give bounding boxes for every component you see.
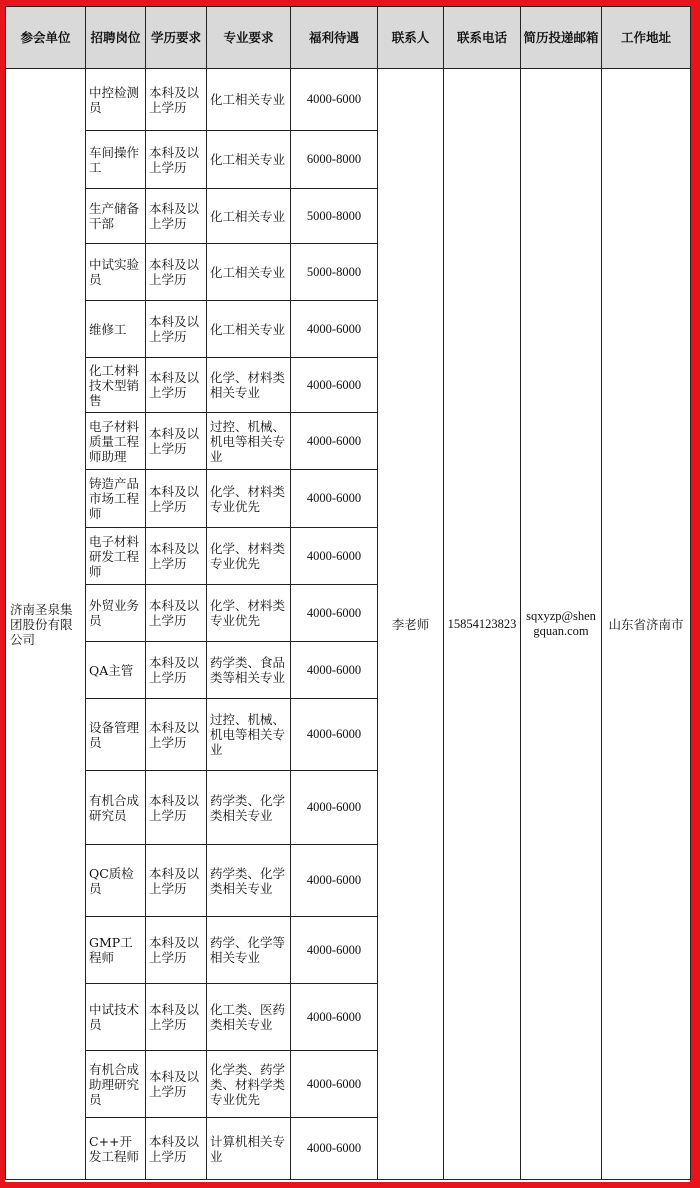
salary-cell: 4000-6000	[291, 699, 378, 771]
education-cell: 本科及以上学历	[146, 984, 207, 1051]
education-cell: 本科及以上学历	[146, 1118, 207, 1180]
recruitment-table	[5, 6, 691, 1180]
major-cell: 药学、化学等相关专业	[207, 917, 291, 984]
position-cell: 有机合成助理研究员	[86, 1051, 146, 1118]
salary-cell: 4000-6000	[291, 301, 378, 358]
major-cell: 化学、材料类专业优先	[207, 470, 291, 528]
education-cell: 本科及以上学历	[146, 585, 207, 642]
position-cell: 外贸业务员	[86, 585, 146, 642]
header-company: 参会单位	[6, 7, 86, 69]
education-cell: 本科及以上学历	[146, 189, 207, 244]
salary-cell: 4000-6000	[291, 845, 378, 917]
major-cell: 药学类、食品类等相关专业	[207, 642, 291, 699]
education-cell: 本科及以上学历	[146, 699, 207, 771]
salary-cell: 4000-6000	[291, 585, 378, 642]
salary-cell: 4000-6000	[291, 358, 378, 413]
major-cell: 药学类、化学类相关专业	[207, 771, 291, 845]
position-cell: 生产储备干部	[86, 189, 146, 244]
education-cell: 本科及以上学历	[146, 470, 207, 528]
position-cell: 中试实验员	[86, 244, 146, 301]
major-cell: 化学、材料类相关专业	[207, 358, 291, 413]
contact-cell: 李老师	[378, 69, 444, 1180]
major-cell: 化工相关专业	[207, 69, 291, 131]
education-cell: 本科及以上学历	[146, 358, 207, 413]
education-cell: 本科及以上学历	[146, 69, 207, 131]
salary-cell: 6000-8000	[291, 131, 378, 189]
table-body	[6, 69, 691, 1180]
position-cell: C++开发工程师	[86, 1118, 146, 1180]
education-cell: 本科及以上学历	[146, 642, 207, 699]
salary-cell: 4000-6000	[291, 984, 378, 1051]
header-phone: 联系电话	[444, 7, 521, 69]
salary-cell: 4000-6000	[291, 771, 378, 845]
major-cell: 化工相关专业	[207, 244, 291, 301]
salary-cell: 4000-6000	[291, 69, 378, 131]
header-major: 专业要求	[207, 7, 291, 69]
phone-cell: 15854123823	[444, 69, 521, 1180]
education-cell: 本科及以上学历	[146, 413, 207, 470]
position-cell: 维修工	[86, 301, 146, 358]
header-row	[6, 7, 691, 69]
major-cell: 化工相关专业	[207, 131, 291, 189]
header-email: 简历投递邮箱	[521, 7, 602, 69]
position-cell: 电子材料研发工程师	[86, 528, 146, 585]
major-cell: 化工类、医药类相关专业	[207, 984, 291, 1051]
major-cell: 过控、机械、机电等相关专业	[207, 699, 291, 771]
salary-cell: 5000-8000	[291, 244, 378, 301]
major-cell: 化学、材料类专业优先	[207, 585, 291, 642]
salary-cell: 4000-6000	[291, 642, 378, 699]
position-cell: 电子材料质量工程师助理	[86, 413, 146, 470]
email-cell: sqxyzp@shengquan.com	[521, 69, 602, 1180]
education-cell: 本科及以上学历	[146, 131, 207, 189]
position-cell: 铸造产品市场工程师	[86, 470, 146, 528]
position-cell: 设备管理员	[86, 699, 146, 771]
education-cell: 本科及以上学历	[146, 244, 207, 301]
recruitment-sheet	[5, 6, 690, 1182]
header-education: 学历要求	[146, 7, 207, 69]
position-cell: 化工材料技术型销售	[86, 358, 146, 413]
major-cell: 药学类、化学类相关专业	[207, 845, 291, 917]
major-cell: 化工相关专业	[207, 301, 291, 358]
position-cell: QC质检员	[86, 845, 146, 917]
salary-cell: 5000-8000	[291, 189, 378, 244]
education-cell: 本科及以上学历	[146, 917, 207, 984]
location-cell: 山东省济南市	[602, 69, 691, 1180]
education-cell: 本科及以上学历	[146, 1051, 207, 1118]
position-cell: 车间操作工	[86, 131, 146, 189]
salary-cell: 4000-6000	[291, 917, 378, 984]
header-position: 招聘岗位	[86, 7, 146, 69]
salary-cell: 4000-6000	[291, 413, 378, 470]
salary-cell: 4000-6000	[291, 470, 378, 528]
major-cell: 化学类、药学类、材料学类专业优先	[207, 1051, 291, 1118]
company-name-cell: 济南圣泉集团股份有限公司	[6, 69, 86, 1180]
position-cell: 中控检测员	[86, 69, 146, 131]
education-cell: 本科及以上学历	[146, 771, 207, 845]
position-cell: QA主管	[86, 642, 146, 699]
major-cell: 过控、机械、机电等相关专业	[207, 413, 291, 470]
position-cell: 中试技术员	[86, 984, 146, 1051]
salary-cell: 4000-6000	[291, 528, 378, 585]
major-cell: 化工相关专业	[207, 189, 291, 244]
salary-cell: 4000-6000	[291, 1118, 378, 1180]
major-cell: 化学、材料类专业优先	[207, 528, 291, 585]
education-cell: 本科及以上学历	[146, 528, 207, 585]
header-salary: 福利待遇	[291, 7, 378, 69]
position-cell: 有机合成研究员	[86, 771, 146, 845]
education-cell: 本科及以上学历	[146, 845, 207, 917]
table-row	[6, 69, 691, 131]
header-location: 工作地址	[602, 7, 691, 69]
position-cell: GMP工程师	[86, 917, 146, 984]
header-contact: 联系人	[378, 7, 444, 69]
education-cell: 本科及以上学历	[146, 301, 207, 358]
major-cell: 计算机相关专业	[207, 1118, 291, 1180]
salary-cell: 4000-6000	[291, 1051, 378, 1118]
